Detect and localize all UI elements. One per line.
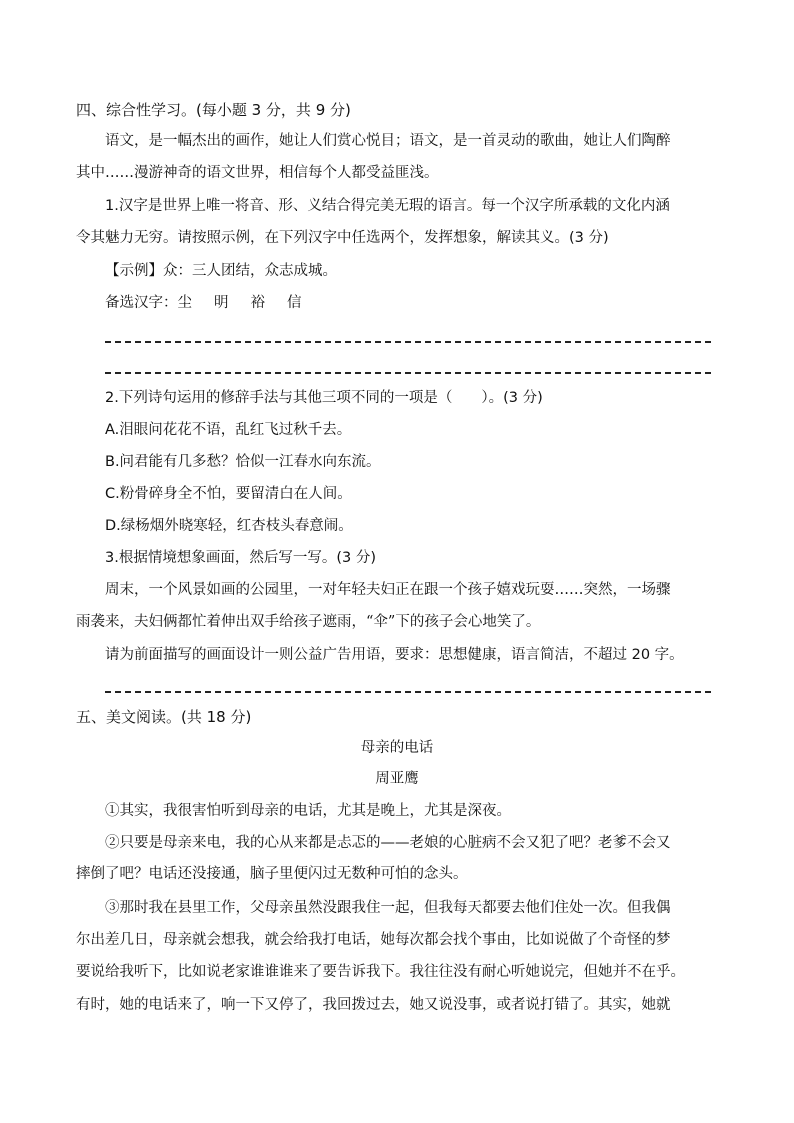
q2-option-d: D.绿杨烟外晓寒轻，红杏枝头春意闹。	[105, 518, 353, 534]
q1-candidates	[105, 293, 324, 313]
q2-option-a: A.泪眼问花花不语，乱红飞过秋千去。	[105, 422, 352, 438]
q1-line1: 1.汉字是世界上唯一将音、形、义结合得完美无瑕的语言。每一个汉字所承载的文化内涵	[105, 198, 670, 214]
answer-line[interactable]	[105, 372, 711, 374]
candidates-label: 备选汉字：	[105, 295, 178, 311]
q1-line2: 令其魅力无穷。请按照示例，在下列汉字中任选两个，发挥想象，解读其义。(3 分)	[76, 230, 609, 246]
section5-title: 五、美文阅读。(共 18 分)	[76, 708, 252, 726]
answer-line[interactable]	[105, 691, 711, 693]
section4-title: 四、综合性学习。(每小题 3 分，共 9 分)	[76, 101, 351, 119]
article-paragraph-3-line2: 尔出差几日，母亲就会想我，就会给我打电话，她每次都会找个事由，比如说做了个奇怪的梦	[76, 932, 671, 948]
article-paragraph-3-line3: 要说给我听下，比如说老家谁谁谁来了要告诉我下。我往往没有耐心听她说完，但她并不在乎。	[76, 964, 685, 980]
section4-intro-line1: 语文，是一幅杰出的画作，她让人们赏心悦目；语文，是一首灵动的歌曲，她让人们陶醉	[105, 133, 671, 149]
answer-line[interactable]	[105, 341, 711, 343]
q2-option-b: B.问君能有几多愁？恰似一江春水向东流。	[105, 454, 381, 470]
q2-stem: 2.下列诗句运用的修辞手法与其他三项不同的一项是（ ）。(3 分)	[105, 390, 543, 406]
article-title: 母亲的电话	[360, 740, 434, 756]
candidate-char: 裕	[250, 295, 265, 311]
article-paragraph-2-line2: 摔倒了吧？电话还没接通，脑子里便闪过无数种可怕的念头。	[76, 866, 468, 882]
candidate-char: 信	[287, 295, 302, 311]
q3-stem: 3.根据情境想象画面，然后写一写。(3 分)	[105, 550, 376, 566]
article-paragraph-2-line1: ②只要是母亲来电，我的心从来都是忐忑的——老娘的心脏病不会又犯了吧？老爹不会又	[105, 835, 671, 851]
q2-option-c: C.粉骨碎身全不怕，要留清白在人间。	[105, 486, 352, 502]
section4-intro-line2: 其中……漫游神奇的语文世界，相信每个人都受益匪浅。	[76, 165, 439, 181]
candidate-char: 明	[214, 295, 229, 311]
article-paragraph-1: ①其实，我很害怕听到母亲的电话，尤其是晚上，尤其是深夜。	[105, 803, 511, 819]
q3-scene-line1: 周末，一个风景如画的公园里，一对年轻夫妇正在跟一个孩子嬉戏玩耍……突然，一场骤	[105, 582, 671, 598]
article-author: 周亚鹰	[375, 771, 419, 787]
article-paragraph-3-line4: 有时，她的电话来了，响一下又停了，我回拨过去，她又说没事，或者说打错了。其实，她就	[76, 997, 671, 1013]
candidate-char: 尘	[177, 295, 192, 311]
q1-example: 【示例】众：三人团结，众志成城。	[105, 263, 337, 279]
q3-scene-line2: 雨袭来，夫妇俩都忙着伸出双手给孩子遮雨，“伞”下的孩子会心地笑了。	[76, 614, 541, 630]
article-paragraph-3-line1: ③那时我在县里工作，父母亲虽然没跟我住一起，但我每天都要去他们住处一次。但我偶	[105, 900, 671, 916]
q3-task: 请为前面描写的画面设计一则公益广告用语，要求：思想健康，语言简洁，不超过 20 字。	[105, 647, 684, 663]
